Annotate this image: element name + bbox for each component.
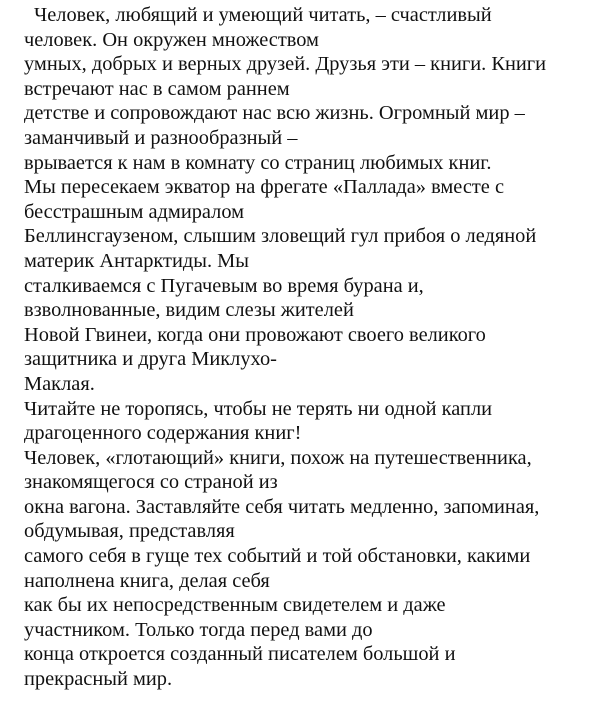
text-line: конца откроется созданный писателем большой и	[24, 643, 456, 666]
text-line: человек. Он окружен множеством	[24, 28, 319, 51]
text-line: Читайте не торопясь, чтобы не терять ни одной капли	[24, 397, 493, 420]
document-text	[24, 3, 609, 692]
text-line: как бы их непосредственным свидетелем и даже	[24, 594, 446, 617]
text-line: Мы пересекаем экватор на фрегате «Паллада» вместе с	[24, 176, 504, 199]
text-line: сталкиваемся с Пугачевым во время бурана и,	[24, 274, 424, 297]
text-line: драгоценного содержания книг!	[24, 422, 302, 445]
text-line: взволнованные, видим слезы жителей	[24, 299, 354, 322]
text-line: бесстрашным адмиралом	[24, 200, 245, 223]
text-line: Человек, «глотающий» книги, похож на путешественника,	[24, 446, 532, 469]
text-line: детстве и сопровождают нас всю жизнь. Огромный мир –	[24, 102, 525, 125]
text-line: участником. Только тогда перед вами до	[24, 618, 373, 641]
text-line: наполнена книга, делая себя	[24, 569, 270, 592]
text-line: окна вагона. Заставляйте себя читать медленно, запоминая,	[24, 495, 540, 518]
text-line: Беллинсгаузеном, слышим зловещий гул прибоя о ледяной	[24, 225, 537, 248]
text-line: встречают нас в самом раннем	[24, 77, 290, 100]
text-line: Человек, любящий и умеющий читать, – счастливый	[34, 4, 492, 26]
text-line: Маклая.	[24, 372, 95, 395]
text-line: заманчивый и разнообразный –	[24, 126, 298, 149]
text-line: знакомящегося со страной из	[24, 471, 278, 494]
text-line: обдумывая, представляя	[24, 520, 235, 543]
text-line: самого себя в гуще тех событий и той обстановки, какими	[24, 545, 531, 568]
text-line: материк Антарктиды. Мы	[24, 249, 249, 272]
text-line: защитника и друга Миклухо-	[24, 348, 277, 371]
text-line: прекрасный мир.	[24, 668, 173, 691]
text-line: врывается к нам в комнату со страниц любимых книг.	[24, 151, 492, 174]
text-line: умных, добрых и верных друзей. Друзья эти – книги. Книги	[24, 53, 547, 76]
text-line: Новой Гвинеи, когда они провожают своего великого	[24, 323, 486, 346]
